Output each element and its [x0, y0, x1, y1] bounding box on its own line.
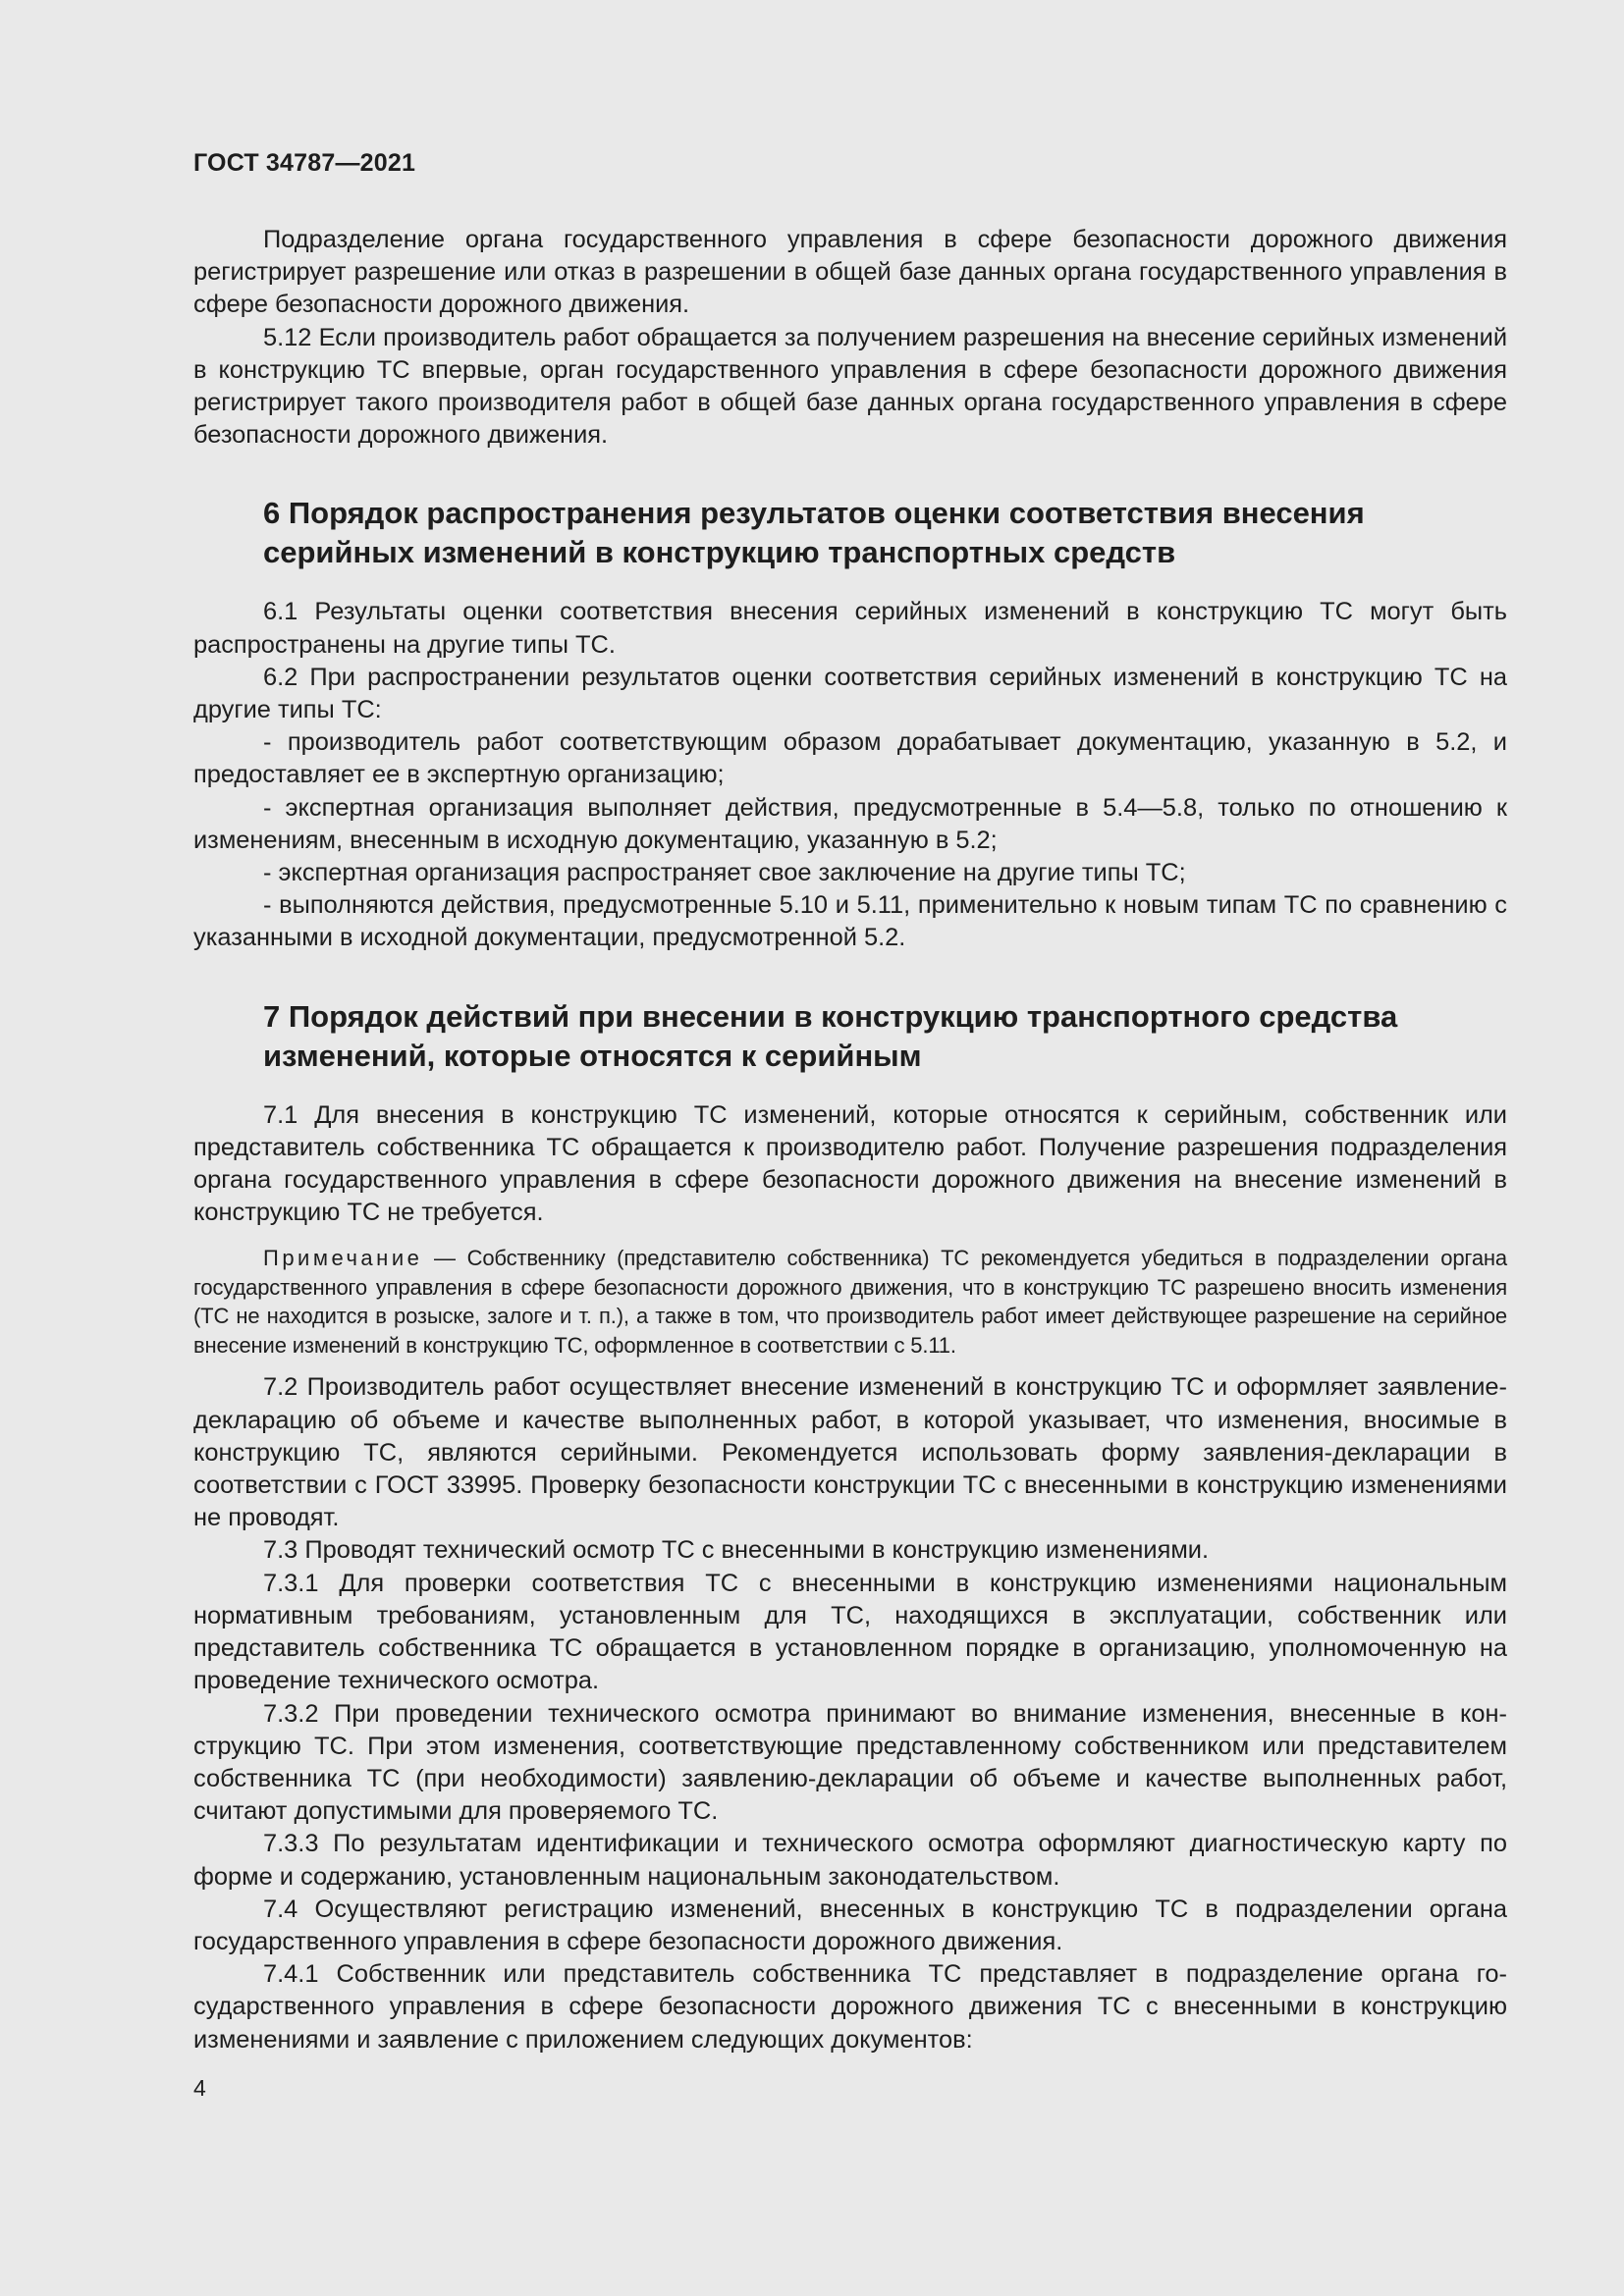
- note-text: — Собственнику (представителю собственника) ТС рекомендуется убедиться в подразделении органа государственного управления в сфере безопасности дорожного движения, что в конструкцию ТС разрешено вносить изменения (ТС не находится в розыске, залоге и т. п.), а также в том, что производитель работ имеет действующее разрешение на серийное внесение изменений в конструкцию ТС, оформленное в соответствии с 5.11.: [193, 1246, 1507, 1358]
- note-7-1: [193, 1244, 1507, 1360]
- paragraph-7-3-1: 7.3.1 Для проверки соответствия ТС с внесенными в конструкцию изменениями национальным нормативным требованиям, установленным для ТС, находящихся в эксплуатации, собственник или представитель собственника ТС обращается в установленном порядке в организацию, уполномоченную на проведение технического осмотра.: [193, 1569, 1507, 1695]
- paragraph-7-1: 7.1 Для внесения в конструкцию ТС изменений, которые относятся к серийным, собственник или представитель собственника ТС обращается к производителю работ. Получение разрешения подразделения органа государственного управления в сфере безопасности дорожного движения на внесение изменений в конструкцию ТС не требуется.: [193, 1100, 1507, 1227]
- page-number: 4: [193, 2075, 206, 2101]
- list-item-6-2-a: - производитель работ соответствующим образом дорабатывает документацию, указанную в 5.2, и предоставляет ее в экспертную организацию;: [193, 728, 1507, 789]
- paragraph-6-2: 6.2 При распространении результатов оценки соответствия серийных изменений в конструкцию ТС на другие типы ТС:: [193, 663, 1507, 724]
- section-6-heading: [193, 494, 1507, 572]
- paragraph-7-3-3: 7.3.3 По результатам идентификации и технического осмотра оформляют диагностическую карту по форме и содержанию, установленным национальным законодательством.: [193, 1830, 1507, 1891]
- paragraph-7-2: 7.2 Производитель работ осуществляет внесение изменений в конструкцию ТС и оформляет заявление-декларацию об объеме и качестве выполненных работ, в которой указывает, что изменения, вносимые в конструкцию ТС, являются серийными. Рекомендуется использовать форму заявления-декларации в соответствии с ГОСТ 33995. Проверку безопасности конструкции ТС с внесенными в конструкцию изменениями не проводят.: [193, 1373, 1507, 1532]
- section-7-title-line1: 7 Порядок действий при внесении в конструкцию транспортного средства: [263, 998, 1398, 1034]
- list-item-6-2-c: - экспертная организация распространяет свое заключение на другие типы ТС;: [263, 859, 1186, 887]
- paragraph-7-4: 7.4 Осуществляют регистрацию изменений, внесенных в конструкцию ТС в подразделении органа государственного управления в сфере безопасности дорожного движения.: [193, 1895, 1507, 1955]
- section-7-title-line2: изменений, которые относятся к серийным: [263, 1038, 922, 1073]
- standard-code-header: ГОСТ 34787—2021: [193, 149, 416, 177]
- paragraph-7-3: 7.3 Проводят технический осмотр ТС с внесенными в конструкцию изменениями.: [263, 1536, 1210, 1565]
- list-item-6-2-b: - экспертная организация выполняет действия, предусмотренные в 5.4—5.8, только по отношению к изменениям, внесенным в исходную документацию, указанную в 5.2;: [193, 793, 1507, 854]
- section-6-title-line2: серийных изменений в конструкцию транспортных средств: [263, 535, 1176, 570]
- paragraph-registration: Подразделение органа государственного управления в сфере безопасности дорожного движения регистрирует разрешение или отказ в разрешении в общей базе данных органа государственного управления в сфере безопасности дорожного движения.: [193, 226, 1507, 319]
- list-item-6-2-d: - выполняются действия, предусмотренные 5.10 и 5.11, применительно к новым типам ТС по сравнению с указанными в исходной документации, предусмотренной 5.2.: [193, 891, 1507, 952]
- section-7-heading: [193, 997, 1507, 1076]
- paragraph-7-4-1: 7.4.1 Собственник или представитель собственника ТС представляет в подразделение органа государственного управления в сфере безопасности дорожного движения ТС с внесенными в конструкцию изменениями и заявление с приложением следующих документов:: [193, 1960, 1507, 2054]
- note-label: Примечание: [263, 1246, 423, 1271]
- paragraph-5-12: 5.12 Если производитель работ обращается за получением разрешения на внесение серийных изменений в конструкцию ТС впервые, орган государственного управления в сфере безопасности дорожного движения регистрирует такого производителя работ в общей базе данных органа государственного управления в сфере безопасности дорожного движения.: [193, 323, 1507, 450]
- paragraph-6-1: 6.1 Результаты оценки соответствия внесения серийных изменений в конструкцию ТС могут быть распространены на другие типы ТС.: [193, 598, 1507, 659]
- section-6-title-line1: 6 Порядок распространения результатов оценки соответствия внесения: [263, 496, 1365, 531]
- paragraph-7-3-2: 7.3.2 При проведении технического осмотра принимают во внимание изменения, внесенные в конструкцию ТС. При этом изменения, соответствующие представленному собственником или представителем собственника ТС (при необходимости) заявлению-декларации об объеме и качестве выполненных работ, считают допустимыми для проверяемого ТС.: [193, 1699, 1507, 1826]
- document-body: [193, 224, 1507, 2056]
